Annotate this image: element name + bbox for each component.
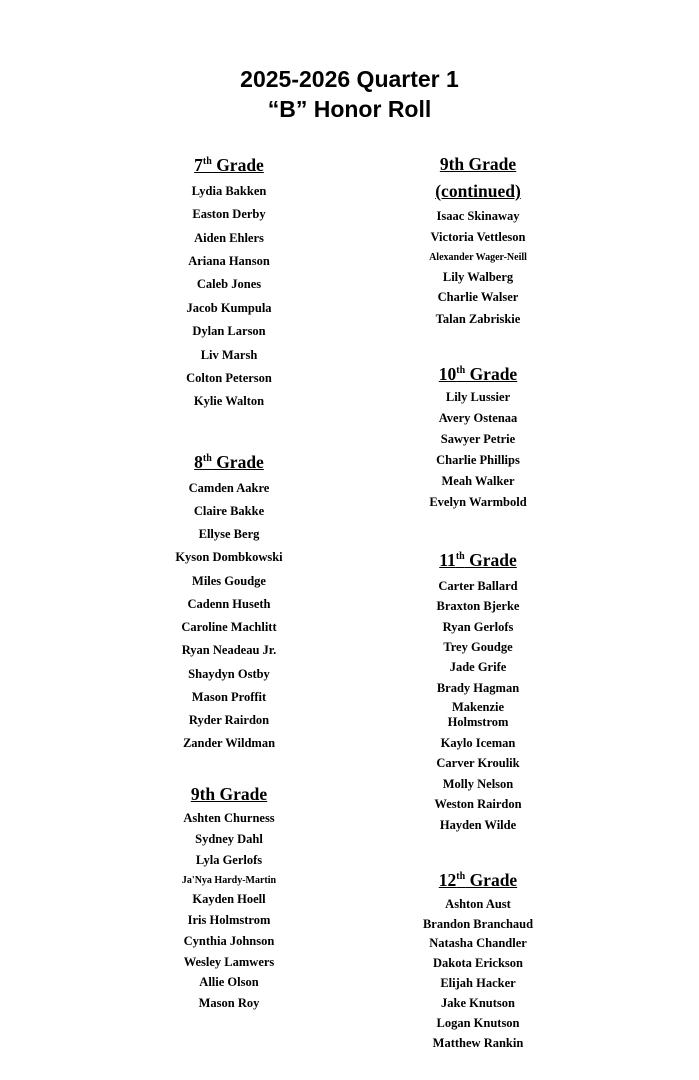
student-name: Aiden Ehlers [194, 231, 264, 245]
student-name: Kylie Walton [193, 394, 265, 408]
student-name: Lydia Bakken [191, 184, 267, 198]
student-name: Zander Wildman [182, 736, 276, 750]
student-name: Carver Kroulik [436, 756, 520, 770]
student-name: Dylan Larson [192, 324, 266, 338]
student-name: Jade Grife [449, 660, 507, 674]
page-subtitle: “B” Honor Roll [267, 96, 432, 122]
student-name: Brandon Branchaud [422, 917, 534, 931]
student-name: Lyla Gerlofs [195, 853, 263, 867]
student-name: Victoria Vettleson [430, 230, 526, 244]
student-name: Dakota Erickson [433, 956, 523, 970]
student-name: Camden Aakre [188, 481, 270, 495]
student-name: Easton Derby [192, 207, 266, 221]
student-name: Meah Walker [441, 474, 515, 488]
section-heading-grade-11: 11th Grade [439, 550, 517, 570]
student-name: Ja'Nya Hardy-Martin [181, 875, 277, 886]
student-name: Isaac Skinaway [436, 209, 520, 223]
student-name: Charlie Phillips [436, 453, 520, 467]
student-name: Charlie Walser [437, 290, 519, 304]
student-name: Cynthia Johnson [183, 934, 275, 948]
student-name: Iris Holmstrom [187, 913, 271, 927]
student-name: Hayden Wilde [439, 818, 517, 832]
student-name: Mason Roy [198, 996, 260, 1010]
student-name: Trey Goudge [443, 640, 513, 654]
section-heading-grade-7: 7th Grade [194, 155, 264, 175]
student-name: Makenzie Holmstrom [447, 700, 509, 729]
student-name: Allie Olson [199, 975, 259, 989]
student-name: Natasha Chandler [429, 936, 527, 950]
section-heading-grade-9: 9th Grade [190, 784, 268, 804]
student-name: Ashton Aust [445, 897, 511, 911]
student-name: Kyson Dombkowski [175, 550, 283, 564]
student-name: Shaydyn Ostby [188, 667, 270, 681]
student-name: Kayden Hoell [192, 892, 266, 906]
student-name: Miles Goudge [192, 574, 266, 588]
student-name: Elijah Hacker [440, 976, 516, 990]
student-name: Cadenn Huseth [187, 597, 271, 611]
student-name: Sawyer Petrie [440, 432, 516, 446]
student-name: Braxton Bjerke [436, 599, 520, 613]
student-name: Colton Peterson [186, 371, 272, 385]
section-heading-grade-8: 8th Grade [194, 452, 264, 472]
student-name: Kaylo Iceman [440, 736, 516, 750]
student-name: Ellyse Berg [198, 527, 260, 541]
student-name: Mason Proffit [191, 690, 267, 704]
section-heading-grade-9-continued: 9th Grade [439, 154, 517, 174]
page-title: 2025-2026 Quarter 1 [240, 66, 459, 92]
student-name: Ashten Churness [183, 811, 275, 825]
student-name: Ryan Neadeau Jr. [181, 643, 277, 657]
student-name: Ryan Gerlofs [442, 620, 514, 634]
student-name: Avery Ostenaa [438, 411, 518, 425]
student-name: Carter Ballard [438, 579, 518, 593]
student-name: Talan Zabriskie [435, 312, 521, 326]
student-name: Jacob Kumpula [186, 301, 272, 315]
student-name: Matthew Rankin [432, 1036, 524, 1050]
student-name: Lily Walberg [442, 270, 514, 284]
student-name: Wesley Lamwers [183, 955, 275, 969]
section-heading-grade-10: 10th Grade [438, 364, 518, 384]
student-name: Caroline Machlitt [181, 620, 277, 634]
student-name: Weston Rairdon [434, 797, 522, 811]
student-name: Ryder Rairdon [188, 713, 270, 727]
student-name: Brady Hagman [436, 681, 520, 695]
student-name: Ariana Hanson [188, 254, 270, 268]
student-name: Sydney Dahl [195, 832, 263, 846]
student-name: Caleb Jones [196, 277, 262, 291]
student-name: Evelyn Warmbold [429, 495, 527, 509]
student-name: Claire Bakke [193, 504, 265, 518]
section-heading-continued-label: (continued) [435, 181, 521, 201]
student-name: Alexander Wager-Neill [429, 252, 527, 263]
student-name: Jake Knutson [441, 996, 515, 1010]
section-heading-grade-12: 12th Grade [438, 870, 518, 890]
student-name: Molly Nelson [442, 777, 514, 791]
student-name: Liv Marsh [200, 348, 258, 362]
student-name: Lily Lussier [445, 390, 511, 404]
student-name: Logan Knutson [436, 1016, 520, 1030]
